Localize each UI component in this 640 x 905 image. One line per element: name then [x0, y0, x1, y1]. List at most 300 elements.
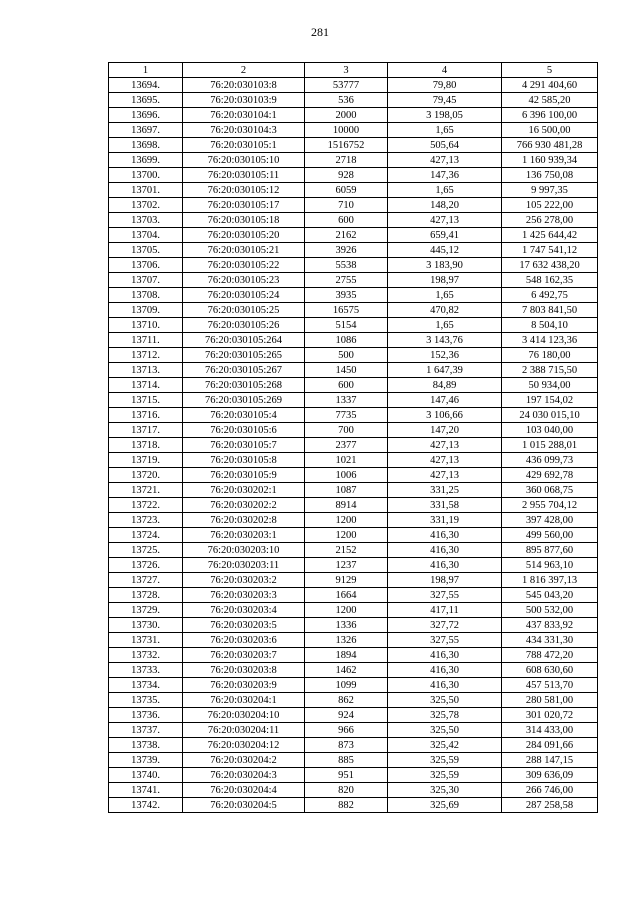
table-row: [109, 453, 598, 468]
value-cell: 103 040,00: [502, 423, 598, 438]
rate-cell: 417,11: [388, 603, 502, 618]
value-cell: 301 020,72: [502, 708, 598, 723]
cadastral-number-cell: 76:20:030203:3: [183, 588, 305, 603]
area-cell: 1337: [305, 393, 388, 408]
value-cell: 256 278,00: [502, 213, 598, 228]
cadastral-number-cell: 76:20:030105:7: [183, 438, 305, 453]
rate-cell: 325,69: [388, 798, 502, 813]
value-cell: 42 585,20: [502, 93, 598, 108]
cadastral-number-cell: 76:20:030202:8: [183, 513, 305, 528]
value-cell: 50 934,00: [502, 378, 598, 393]
column-header: 2: [183, 63, 305, 78]
row-number-cell: 13705.: [109, 243, 183, 258]
table-row: [109, 528, 598, 543]
row-number-cell: 13736.: [109, 708, 183, 723]
value-cell: 457 513,70: [502, 678, 598, 693]
value-cell: 548 162,35: [502, 273, 598, 288]
table-row: [109, 318, 598, 333]
rate-cell: 147,20: [388, 423, 502, 438]
area-cell: 6059: [305, 183, 388, 198]
area-cell: 1894: [305, 648, 388, 663]
row-number-cell: 13716.: [109, 408, 183, 423]
area-cell: 9129: [305, 573, 388, 588]
area-cell: 53777: [305, 78, 388, 93]
cadastral-number-cell: 76:20:030105:22: [183, 258, 305, 273]
value-cell: 288 147,15: [502, 753, 598, 768]
row-number-cell: 13730.: [109, 618, 183, 633]
table-row: [109, 288, 598, 303]
rate-cell: 325,59: [388, 768, 502, 783]
table-row: [109, 138, 598, 153]
table-row: [109, 423, 598, 438]
table-row: [109, 108, 598, 123]
rate-cell: 427,13: [388, 468, 502, 483]
rate-cell: 3 183,90: [388, 258, 502, 273]
row-number-cell: 13732.: [109, 648, 183, 663]
cadastral-number-cell: 76:20:030105:268: [183, 378, 305, 393]
area-cell: 924: [305, 708, 388, 723]
cadastral-number-cell: 76:20:030202:1: [183, 483, 305, 498]
rate-cell: 427,13: [388, 453, 502, 468]
row-number-cell: 13731.: [109, 633, 183, 648]
rate-cell: 198,97: [388, 573, 502, 588]
cadastral-number-cell: 76:20:030203:9: [183, 678, 305, 693]
value-cell: 309 636,09: [502, 768, 598, 783]
value-cell: 397 428,00: [502, 513, 598, 528]
area-cell: 3926: [305, 243, 388, 258]
cadastral-number-cell: 76:20:030204:3: [183, 768, 305, 783]
rate-cell: 427,13: [388, 213, 502, 228]
cadastral-number-cell: 76:20:030105:10: [183, 153, 305, 168]
cadastral-number-cell: 76:20:030204:5: [183, 798, 305, 813]
rate-cell: 325,59: [388, 753, 502, 768]
area-cell: 10000: [305, 123, 388, 138]
rate-cell: 79,45: [388, 93, 502, 108]
rate-cell: 427,13: [388, 438, 502, 453]
cadastral-number-cell: 76:20:030105:4: [183, 408, 305, 423]
area-cell: 2000: [305, 108, 388, 123]
table-row: [109, 648, 598, 663]
table-row: [109, 708, 598, 723]
table-row: [109, 78, 598, 93]
row-number-cell: 13698.: [109, 138, 183, 153]
area-cell: 2162: [305, 228, 388, 243]
cadastral-number-cell: 76:20:030204:4: [183, 783, 305, 798]
cadastral-number-cell: 76:20:030105:269: [183, 393, 305, 408]
value-cell: 434 331,30: [502, 633, 598, 648]
rate-cell: 505,64: [388, 138, 502, 153]
table-row: [109, 753, 598, 768]
value-cell: 280 581,00: [502, 693, 598, 708]
row-number-cell: 13710.: [109, 318, 183, 333]
value-cell: 17 632 438,20: [502, 258, 598, 273]
value-cell: 9 997,35: [502, 183, 598, 198]
cadastral-number-cell: 76:20:030204:1: [183, 693, 305, 708]
value-cell: 3 414 123,36: [502, 333, 598, 348]
table-row: [109, 618, 598, 633]
table-row: [109, 243, 598, 258]
cadastral-number-cell: 76:20:030203:4: [183, 603, 305, 618]
rate-cell: 84,89: [388, 378, 502, 393]
value-cell: 136 750,08: [502, 168, 598, 183]
area-cell: 1021: [305, 453, 388, 468]
row-number-cell: 13734.: [109, 678, 183, 693]
table-row: [109, 258, 598, 273]
column-header: 5: [502, 63, 598, 78]
area-cell: 500: [305, 348, 388, 363]
area-cell: 820: [305, 783, 388, 798]
cadastral-number-cell: 76:20:030105:267: [183, 363, 305, 378]
table-row: [109, 543, 598, 558]
rate-cell: 325,30: [388, 783, 502, 798]
value-cell: 2 955 704,12: [502, 498, 598, 513]
value-cell: 1 747 541,12: [502, 243, 598, 258]
table-row: [109, 183, 598, 198]
table-row: [109, 228, 598, 243]
area-cell: 7735: [305, 408, 388, 423]
row-number-cell: 13733.: [109, 663, 183, 678]
area-cell: 536: [305, 93, 388, 108]
rate-cell: 3 198,05: [388, 108, 502, 123]
value-cell: 2 388 715,50: [502, 363, 598, 378]
value-cell: 105 222,00: [502, 198, 598, 213]
rate-cell: 147,36: [388, 168, 502, 183]
rate-cell: 152,36: [388, 348, 502, 363]
value-cell: 514 963,10: [502, 558, 598, 573]
row-number-cell: 13706.: [109, 258, 183, 273]
rate-cell: 325,50: [388, 693, 502, 708]
cadastral-number-cell: 76:20:030105:23: [183, 273, 305, 288]
row-number-cell: 13720.: [109, 468, 183, 483]
cadastral-number-cell: 76:20:030203:5: [183, 618, 305, 633]
cadastral-number-cell: 76:20:030105:20: [183, 228, 305, 243]
table-row: [109, 603, 598, 618]
table-row: [109, 213, 598, 228]
table-row: [109, 558, 598, 573]
cadastral-number-cell: 76:20:030203:7: [183, 648, 305, 663]
area-cell: 600: [305, 213, 388, 228]
row-number-cell: 13724.: [109, 528, 183, 543]
cadastral-number-cell: 76:20:030203:8: [183, 663, 305, 678]
table-row: [109, 693, 598, 708]
area-cell: 5538: [305, 258, 388, 273]
column-header: 3: [305, 63, 388, 78]
value-cell: 6 396 100,00: [502, 108, 598, 123]
cadastral-number-cell: 76:20:030204:2: [183, 753, 305, 768]
cadastral-value-table: [108, 62, 598, 813]
table-row: [109, 273, 598, 288]
rate-cell: 325,50: [388, 723, 502, 738]
cadastral-number-cell: 76:20:030204:10: [183, 708, 305, 723]
row-number-cell: 13739.: [109, 753, 183, 768]
rate-cell: 331,19: [388, 513, 502, 528]
row-number-cell: 13741.: [109, 783, 183, 798]
table-row: [109, 393, 598, 408]
row-number-cell: 13738.: [109, 738, 183, 753]
area-cell: 1664: [305, 588, 388, 603]
cadastral-number-cell: 76:20:030104:3: [183, 123, 305, 138]
area-cell: 3935: [305, 288, 388, 303]
row-number-cell: 13694.: [109, 78, 183, 93]
area-cell: 5154: [305, 318, 388, 333]
value-cell: 287 258,58: [502, 798, 598, 813]
value-cell: 1 425 644,42: [502, 228, 598, 243]
area-cell: 951: [305, 768, 388, 783]
cadastral-number-cell: 76:20:030105:25: [183, 303, 305, 318]
cadastral-number-cell: 76:20:030105:9: [183, 468, 305, 483]
table-row: [109, 93, 598, 108]
rate-cell: 325,78: [388, 708, 502, 723]
value-cell: 76 180,00: [502, 348, 598, 363]
table-row: [109, 363, 598, 378]
row-number-cell: 13718.: [109, 438, 183, 453]
rate-cell: 416,30: [388, 558, 502, 573]
cadastral-number-cell: 76:20:030104:1: [183, 108, 305, 123]
cadastral-number-cell: 76:20:030105:8: [183, 453, 305, 468]
cadastral-number-cell: 76:20:030105:1: [183, 138, 305, 153]
value-cell: 499 560,00: [502, 528, 598, 543]
area-cell: 1237: [305, 558, 388, 573]
table-row: [109, 153, 598, 168]
table-row: [109, 663, 598, 678]
rate-cell: 325,42: [388, 738, 502, 753]
area-cell: 1006: [305, 468, 388, 483]
table-row: [109, 723, 598, 738]
area-cell: 1516752: [305, 138, 388, 153]
area-cell: 710: [305, 198, 388, 213]
row-number-cell: 13728.: [109, 588, 183, 603]
table-row: [109, 483, 598, 498]
rate-cell: 3 143,76: [388, 333, 502, 348]
value-cell: 7 803 841,50: [502, 303, 598, 318]
value-cell: 437 833,92: [502, 618, 598, 633]
rate-cell: 416,30: [388, 528, 502, 543]
row-number-cell: 13742.: [109, 798, 183, 813]
table-header-row: [109, 63, 598, 78]
value-cell: 8 504,10: [502, 318, 598, 333]
area-cell: 1200: [305, 528, 388, 543]
rate-cell: 1,65: [388, 318, 502, 333]
rate-cell: 1,65: [388, 288, 502, 303]
table-row: [109, 303, 598, 318]
table-row: [109, 798, 598, 813]
row-number-cell: 13735.: [109, 693, 183, 708]
cadastral-number-cell: 76:20:030105:17: [183, 198, 305, 213]
area-cell: 928: [305, 168, 388, 183]
value-cell: 500 532,00: [502, 603, 598, 618]
area-cell: 873: [305, 738, 388, 753]
column-header: 4: [388, 63, 502, 78]
rate-cell: 79,80: [388, 78, 502, 93]
cadastral-number-cell: 76:20:030203:11: [183, 558, 305, 573]
row-number-cell: 13707.: [109, 273, 183, 288]
area-cell: 1200: [305, 603, 388, 618]
area-cell: 2718: [305, 153, 388, 168]
value-cell: 436 099,73: [502, 453, 598, 468]
row-number-cell: 13700.: [109, 168, 183, 183]
row-number-cell: 13711.: [109, 333, 183, 348]
row-number-cell: 13721.: [109, 483, 183, 498]
row-number-cell: 13704.: [109, 228, 183, 243]
value-cell: 429 692,78: [502, 468, 598, 483]
table-row: [109, 738, 598, 753]
rate-cell: 427,13: [388, 153, 502, 168]
table-row: [109, 333, 598, 348]
value-cell: 1 816 397,13: [502, 573, 598, 588]
area-cell: 1336: [305, 618, 388, 633]
cadastral-number-cell: 76:20:030203:2: [183, 573, 305, 588]
row-number-cell: 13726.: [109, 558, 183, 573]
cadastral-number-cell: 76:20:030204:11: [183, 723, 305, 738]
table-row: [109, 198, 598, 213]
area-cell: 2377: [305, 438, 388, 453]
row-number-cell: 13709.: [109, 303, 183, 318]
area-cell: 1087: [305, 483, 388, 498]
rate-cell: 148,20: [388, 198, 502, 213]
table-body: [109, 78, 598, 813]
row-number-cell: 13722.: [109, 498, 183, 513]
row-number-cell: 13699.: [109, 153, 183, 168]
area-cell: 1462: [305, 663, 388, 678]
rate-cell: 470,82: [388, 303, 502, 318]
row-number-cell: 13717.: [109, 423, 183, 438]
row-number-cell: 13715.: [109, 393, 183, 408]
table-row: [109, 408, 598, 423]
cadastral-number-cell: 76:20:030105:18: [183, 213, 305, 228]
row-number-cell: 13696.: [109, 108, 183, 123]
cadastral-number-cell: 76:20:030203:1: [183, 528, 305, 543]
value-cell: 766 930 481,28: [502, 138, 598, 153]
row-number-cell: 13725.: [109, 543, 183, 558]
table-row: [109, 168, 598, 183]
area-cell: 700: [305, 423, 388, 438]
cadastral-number-cell: 76:20:030103:9: [183, 93, 305, 108]
rate-cell: 659,41: [388, 228, 502, 243]
row-number-cell: 13719.: [109, 453, 183, 468]
row-number-cell: 13727.: [109, 573, 183, 588]
area-cell: 862: [305, 693, 388, 708]
cadastral-number-cell: 76:20:030203:6: [183, 633, 305, 648]
cadastral-number-cell: 76:20:030105:11: [183, 168, 305, 183]
area-cell: 882: [305, 798, 388, 813]
table-row: [109, 438, 598, 453]
row-number-cell: 13712.: [109, 348, 183, 363]
rate-cell: 3 106,66: [388, 408, 502, 423]
cadastral-number-cell: 76:20:030105:21: [183, 243, 305, 258]
value-cell: 608 630,60: [502, 663, 598, 678]
area-cell: 1099: [305, 678, 388, 693]
page-number: 281: [311, 25, 329, 39]
area-cell: 1450: [305, 363, 388, 378]
table-row: [109, 588, 598, 603]
value-cell: 545 043,20: [502, 588, 598, 603]
value-cell: 16 500,00: [502, 123, 598, 138]
area-cell: 1086: [305, 333, 388, 348]
table-row: [109, 633, 598, 648]
cadastral-number-cell: 76:20:030105:12: [183, 183, 305, 198]
rate-cell: 147,46: [388, 393, 502, 408]
rate-cell: 416,30: [388, 678, 502, 693]
cadastral-number-cell: 76:20:030105:24: [183, 288, 305, 303]
area-cell: 16575: [305, 303, 388, 318]
area-cell: 1326: [305, 633, 388, 648]
rate-cell: 416,30: [388, 648, 502, 663]
row-number-cell: 13737.: [109, 723, 183, 738]
table-row: [109, 573, 598, 588]
cadastral-number-cell: 76:20:030202:2: [183, 498, 305, 513]
row-number-cell: 13701.: [109, 183, 183, 198]
rate-cell: 331,25: [388, 483, 502, 498]
table-row: [109, 123, 598, 138]
value-cell: 895 877,60: [502, 543, 598, 558]
row-number-cell: 13695.: [109, 93, 183, 108]
rate-cell: 1 647,39: [388, 363, 502, 378]
rate-cell: 327,72: [388, 618, 502, 633]
area-cell: 1200: [305, 513, 388, 528]
column-header: 1: [109, 63, 183, 78]
row-number-cell: 13703.: [109, 213, 183, 228]
value-cell: 314 433,00: [502, 723, 598, 738]
row-number-cell: 13697.: [109, 123, 183, 138]
rate-cell: 416,30: [388, 663, 502, 678]
row-number-cell: 13740.: [109, 768, 183, 783]
rate-cell: 445,12: [388, 243, 502, 258]
area-cell: 2152: [305, 543, 388, 558]
table-row: [109, 513, 598, 528]
rate-cell: 331,58: [388, 498, 502, 513]
table-row: [109, 783, 598, 798]
rate-cell: 198,97: [388, 273, 502, 288]
value-cell: 197 154,02: [502, 393, 598, 408]
area-cell: 2755: [305, 273, 388, 288]
cadastral-number-cell: 76:20:030204:12: [183, 738, 305, 753]
area-cell: 8914: [305, 498, 388, 513]
table-row: [109, 678, 598, 693]
cadastral-number-cell: 76:20:030105:6: [183, 423, 305, 438]
rate-cell: 1,65: [388, 183, 502, 198]
row-number-cell: 13714.: [109, 378, 183, 393]
area-cell: 966: [305, 723, 388, 738]
row-number-cell: 13702.: [109, 198, 183, 213]
cadastral-number-cell: 76:20:030105:264: [183, 333, 305, 348]
row-number-cell: 13723.: [109, 513, 183, 528]
table-row: [109, 498, 598, 513]
value-cell: 1 015 288,01: [502, 438, 598, 453]
rate-cell: 1,65: [388, 123, 502, 138]
value-cell: 24 030 015,10: [502, 408, 598, 423]
row-number-cell: 13729.: [109, 603, 183, 618]
value-cell: 788 472,20: [502, 648, 598, 663]
value-cell: 360 068,75: [502, 483, 598, 498]
rate-cell: 327,55: [388, 633, 502, 648]
row-number-cell: 13713.: [109, 363, 183, 378]
value-cell: 284 091,66: [502, 738, 598, 753]
table-row: [109, 468, 598, 483]
row-number-cell: 13708.: [109, 288, 183, 303]
cadastral-number-cell: 76:20:030203:10: [183, 543, 305, 558]
value-cell: 6 492,75: [502, 288, 598, 303]
rate-cell: 327,55: [388, 588, 502, 603]
rate-cell: 416,30: [388, 543, 502, 558]
value-cell: 4 291 404,60: [502, 78, 598, 93]
table-row: [109, 378, 598, 393]
cadastral-number-cell: 76:20:030103:8: [183, 78, 305, 93]
cadastral-number-cell: 76:20:030105:265: [183, 348, 305, 363]
cadastral-number-cell: 76:20:030105:26: [183, 318, 305, 333]
value-cell: 1 160 939,34: [502, 153, 598, 168]
table-row: [109, 768, 598, 783]
table-row: [109, 348, 598, 363]
